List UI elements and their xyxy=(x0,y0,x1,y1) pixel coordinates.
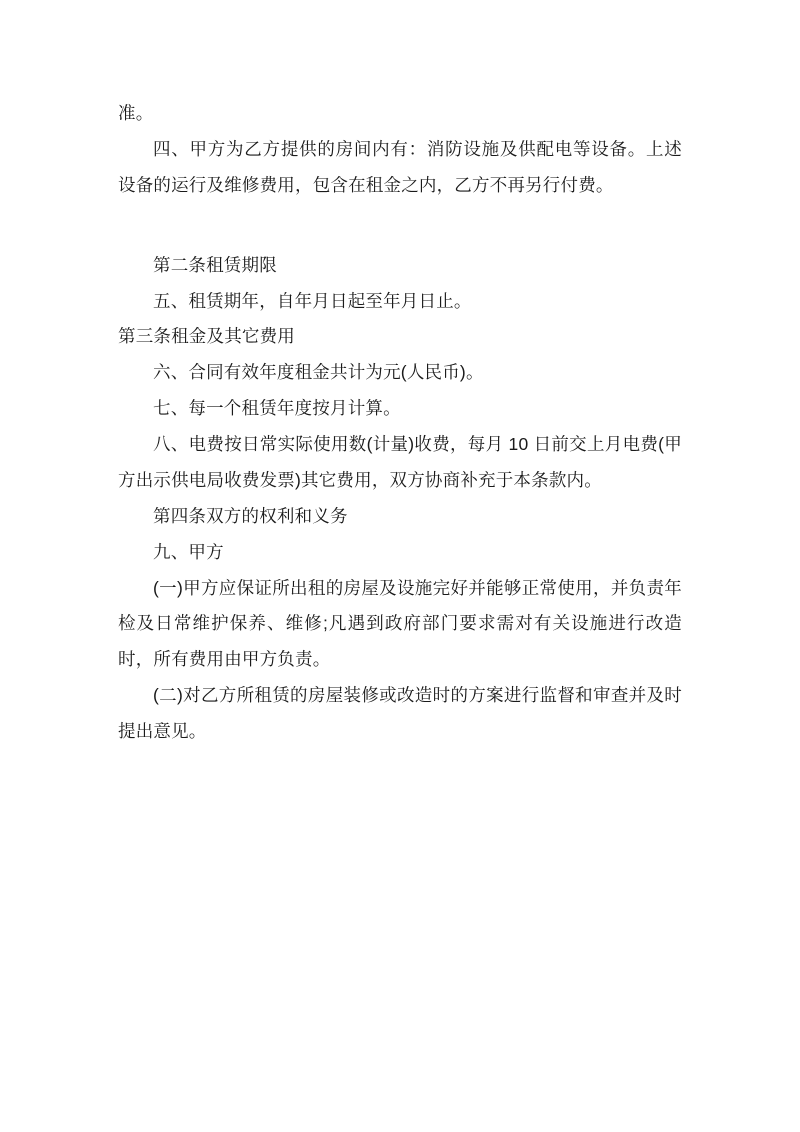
section-heading: 第三条租金及其它费用 xyxy=(118,326,295,347)
paragraph: 五、租赁期年，自年月日起至年月日止。 xyxy=(153,290,472,311)
section-spacer xyxy=(118,204,682,248)
paragraph: 四、甲方为乙方提供的房间内有：消防设施及供配电等设备。上述设备的运行及维修费用，包含在租金之内，乙方不再另行付费。 xyxy=(118,138,682,195)
paragraph: (二)对乙方所租赁的房屋装修或改造时的方案进行监督和审查并及时提出意见。 xyxy=(118,685,682,741)
paragraph: 六、合同有效年度租金共计为元(人民币)。 xyxy=(153,362,484,383)
paragraph: (一)甲方应保证所出租的房屋及设施完好并能够正常使用，并负责年检及日常维护保养、维修;凡遇到政府部门要求需对有关设施进行改造时，所有费用由甲方负责。 xyxy=(118,577,682,670)
paragraph: 七、每一个租赁年度按月计算。 xyxy=(153,398,401,419)
section-heading: 第四条双方的权利和义务 xyxy=(153,505,348,526)
document-body xyxy=(118,96,682,750)
paragraph: 准。 xyxy=(118,103,154,123)
section-heading: 第二条租赁期限 xyxy=(153,254,277,275)
paragraph: 八、电费按日常实际使用数(计量)收费，每月 10 日前交上月电费(甲方出示供电局收费发票)其它费用，双方协商补充于本条款内。 xyxy=(118,434,682,490)
paragraph: 九、甲方 xyxy=(153,541,224,562)
